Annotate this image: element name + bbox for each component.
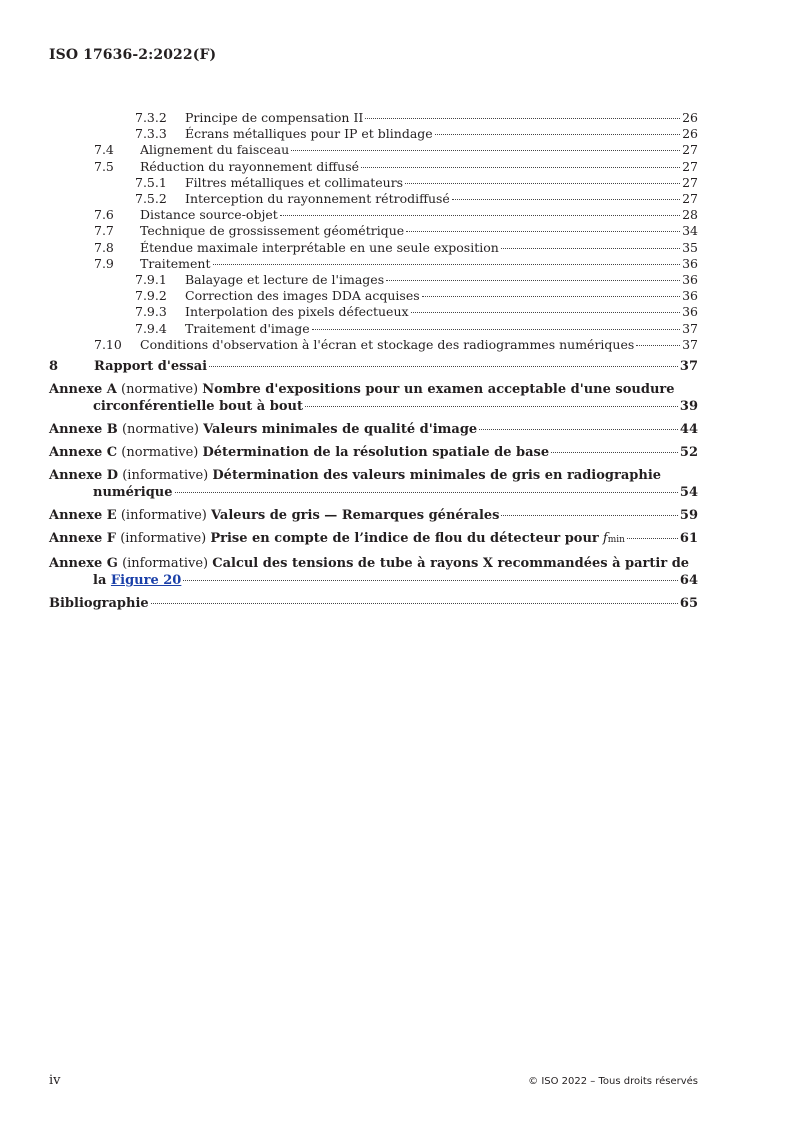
annex-heading [49,467,698,484]
dot-leader [551,452,678,453]
toc-entry[interactable] [49,321,698,337]
annex-page: 54 [679,485,698,501]
toc-entry[interactable] [49,288,698,304]
document-id: ISO 17636-2:2022(F) [49,47,217,63]
annex-title-continuation [49,572,698,589]
dot-leader [151,603,678,604]
toc-entry-number: 7.7 [94,223,114,239]
annex-page: 64 [679,573,698,589]
annex-type: (informative) [120,531,207,547]
toc-entry-number: 8 [49,359,59,375]
annex-type: (informative) [120,508,207,524]
toc-entry-title: Alignement du faisceau [140,142,290,158]
toc-entry-number: 7.9 [94,255,114,271]
annex-page: 44 [679,422,698,438]
table-of-contents [49,110,698,612]
annex-title: circonférentielle bout à bout [93,399,303,415]
dot-leader [452,199,680,200]
toc-entry-title: Balayage et lecture de l'images [185,272,385,288]
annex-title-continuation [49,398,698,415]
dot-leader [361,167,680,168]
toc-entry-page: 37 [679,359,698,375]
annex-title-continuation [49,484,698,501]
annex-title: Valeurs de gris — Remarques générales [211,508,500,524]
toc-entry-page: 27 [682,191,698,207]
dot-leader [175,492,678,493]
toc-entry[interactable] [49,142,698,158]
toc-annex-f[interactable] [49,530,698,549]
annex-type: (normative) [121,445,199,461]
toc-entry-number: 7.8 [94,239,114,255]
annex-page: 52 [679,445,698,461]
toc-entry-page: 27 [682,158,698,174]
toc-entry[interactable] [49,191,698,207]
annex-label: Annexe A [49,382,117,398]
dot-leader [213,264,681,265]
toc-entry-title: Distance source-objet [140,207,278,223]
toc-entry-page: 27 [682,142,698,158]
toc-entry-title: Correction des images DDA acquises [185,288,420,304]
toc-entry-title: Filtres métalliques et collimateurs [185,174,404,190]
toc-entry-title: Interception du rayonnement rétrodiffusé [185,191,450,207]
toc-entry-page: 34 [682,223,698,239]
toc-entry-page: 36 [682,272,698,288]
annex-heading [49,444,698,461]
annex-title: Détermination des valeurs minimales de gris en radiographie [212,468,662,484]
dot-leader [406,231,680,232]
toc-entry-clause[interactable] [49,359,698,375]
toc-entry[interactable] [49,240,698,256]
toc-entry-number: 7.5.1 [135,174,167,190]
annex-label: Annexe C [49,445,118,461]
annex-label: Annexe D [49,468,119,484]
annex-title: Nombre d'expositions pour un examen acceptable d'une soudure [202,382,675,398]
toc-annex-d[interactable] [49,467,698,501]
annex-type: (informative) [122,468,209,484]
dot-leader [183,580,678,581]
bibliography-page: 65 [679,596,698,612]
annex-label: Annexe B [49,422,118,438]
toc-entry[interactable] [49,159,698,175]
dot-leader [411,312,681,313]
dot-leader [501,248,680,249]
toc-annex-b[interactable] [49,421,698,438]
toc-entry[interactable] [49,223,698,239]
copyright-notice: © ISO 2022 – Tous droits réservés [528,1076,698,1087]
toc-entry-page: 27 [682,174,698,190]
annex-heading [49,555,698,572]
toc-entry-page: 37 [682,336,698,352]
toc-entry-title: Principe de compensation II [185,110,364,125]
toc-entry-title: Conditions d'observation à l'écran et stockage des radiogrammes numériques [140,336,635,352]
toc-entry-number: 7.4 [94,142,114,158]
page-footer [49,1073,698,1088]
toc-entry[interactable] [49,175,698,191]
toc-entry-page: 37 [682,320,698,336]
dot-leader [435,134,680,135]
page-number: iv [49,1073,61,1088]
toc-entry-page: 36 [682,255,698,271]
toc-entry-title: Traitement [140,255,211,271]
toc-entry-title: Traitement d'image [185,320,310,336]
annex-title: Détermination de la résolution spatiale de base [202,445,550,461]
toc-entry-page: 26 [682,110,698,125]
annex-label: Annexe G [49,556,118,572]
toc-entry-number: 7.5.2 [135,191,167,207]
annex-title-prefix: la [93,573,107,589]
annex-heading [49,421,698,438]
toc-entry[interactable] [49,110,698,126]
toc-entry-page: 36 [682,288,698,304]
toc-entry-number: 7.6 [94,207,114,223]
toc-entry-number: 7.9.4 [135,320,167,336]
dot-leader [280,215,680,216]
annex-label: Annexe F [49,531,117,547]
dot-leader [636,345,680,346]
dot-leader [312,329,680,330]
toc-entry[interactable] [49,337,698,353]
dot-leader [365,118,680,119]
dot-leader [386,280,680,281]
annex-page: 59 [679,508,698,524]
toc-annex-c[interactable] [49,444,698,461]
toc-entry-number: 7.3.3 [135,126,167,142]
annex-type: (normative) [121,422,199,438]
dot-leader [501,515,677,516]
annex-symbol-subscript: min [607,535,625,546]
toc-entry-page: 35 [682,239,698,255]
toc-entry-number: 7.9.1 [135,272,167,288]
dot-leader [305,406,678,407]
annex-label: Annexe E [49,508,117,524]
annex-title: Calcul des tensions de tube à rayons X recommandées à partir de [212,556,690,572]
dot-leader [405,183,680,184]
dot-leader [627,538,678,539]
toc-annex-g[interactable] [49,555,698,589]
toc-entry-title: Technique de grossissement géométrique [140,223,405,239]
annex-type: (normative) [121,382,199,398]
annex-title: numérique [93,485,173,501]
dot-leader [291,150,680,151]
annex-symbol: f [602,531,608,547]
toc-entry-number: 7.10 [94,336,122,352]
toc-annex-a[interactable] [49,381,698,415]
toc-entry-title: Étendue maximale interprétable en une seule exposition [140,239,499,255]
dot-leader [422,296,680,297]
annex-heading [49,381,698,398]
dot-leader [209,366,678,367]
toc-entry-title: Écrans métalliques pour IP et blindage [185,126,433,142]
annex-page: 61 [679,531,698,547]
bibliography-title: Bibliographie [49,596,149,612]
annex-heading [49,507,698,524]
dot-leader [479,429,678,430]
toc-entry-number: 7.5 [94,158,114,174]
toc-entry-page: 36 [682,304,698,320]
annex-page: 39 [679,399,698,415]
figure-link[interactable]: Figure 20 [110,573,182,589]
toc-bibliography[interactable] [49,595,698,612]
toc-entry-number: 7.3.2 [135,110,167,125]
annex-title: Valeurs minimales de qualité d'image [203,422,478,438]
toc-entry[interactable] [49,126,698,142]
toc-entry-page: 28 [682,207,698,223]
toc-entry-title: Interpolation des pixels défectueux [185,304,409,320]
toc-entry[interactable] [49,207,698,223]
toc-entry[interactable] [49,304,698,320]
toc-entry-number: 7.9.2 [135,288,167,304]
toc-annex-e[interactable] [49,507,698,524]
toc-entry-title: Rapport d'essai [94,359,208,375]
toc-entry-title: Réduction du rayonnement diffusé [140,158,360,174]
toc-entry-page: 26 [682,126,698,142]
bibliography-heading [49,595,698,612]
annex-heading [49,530,698,549]
annex-title: Prise en compte de l’indice de flou du détecteur pour [210,531,599,547]
toc-entry[interactable] [49,272,698,288]
annex-type: (informative) [122,556,209,572]
toc-entry[interactable] [49,256,698,272]
toc-entry-number: 7.9.3 [135,304,167,320]
